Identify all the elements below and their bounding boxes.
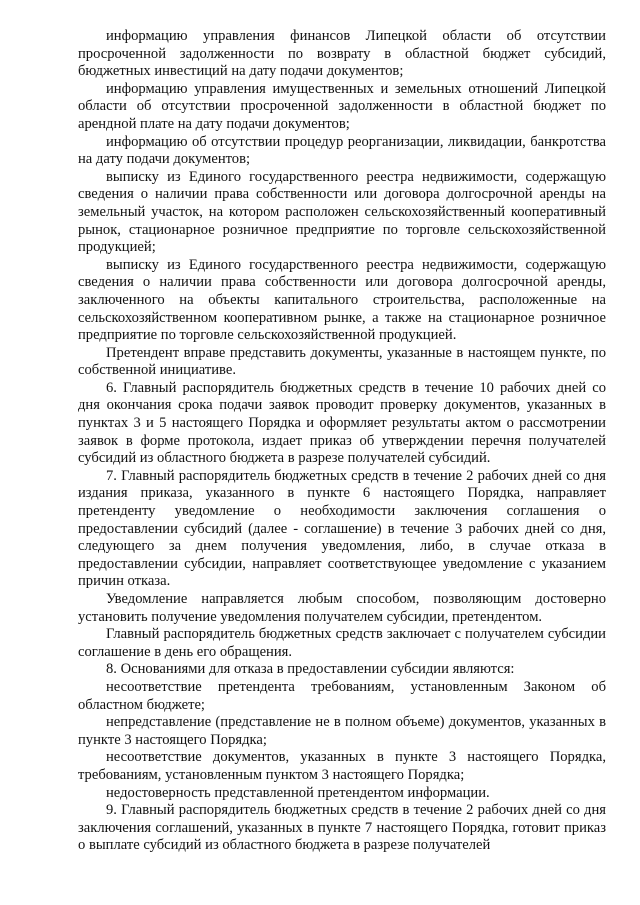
paragraph-item-6: 6. Главный распорядитель бюджетных средств в течение 10 рабочих дней со дня окончания срока подачи заявок проводит проверку документов, указанных в пунктах 3 и 5 настоящего Порядка и оформляет результаты актом о рассмотрении заявок в форме протокола, издает приказ об утверждении перечня получателей субсидий из областного бюджета в разрезе получателей субсидий. [78, 379, 606, 467]
paragraph-item-8: 8. Основаниями для отказа в предоставлении субсидии являются: [106, 661, 515, 678]
paragraph-own-initiative: Претендент вправе представить документы, указанные в настоящем пункте, по собственной инициативе. [78, 344, 606, 379]
paragraph-agreement: Главный распорядитель бюджетных средств заключает с получателем субсидии соглашение в день его обращения. [78, 626, 606, 660]
paragraph-info-finance: информацию управления финансов Липецкой области об отсутствии просроченной задолженности по возврату в областной бюджет субсидий, бюджетных инвестиций на дату подачи документов; [78, 28, 606, 80]
paragraph-notification: Уведомление направляется любым способом, позволяющим достоверно установить получение уведомления получателем субсидии, претендентом. [78, 591, 606, 625]
paragraph-registry-extract-buildings: выписку из Единого государственного реестра недвижимости, содержащую сведения о наличии права собственности или договора долгосрочной аренды, заключенного на объекты капитального строительства, расположенные на сельскохозяйственном кооперативном рынке, а также на стационарное розничное предприятие по торговле сельскохозяйственной продукцией. [78, 256, 606, 344]
paragraph-item-7: 7. Главный распорядитель бюджетных средств в течение 2 рабочих дней со дня издания приказа, указанного в пункте 6 настоящего Порядка, направляет претенденту уведомление о необходимости заключения соглашения о предоставлении субсидий (далее - соглашение) в течение 3 рабочих дней со дня, следующего за днем получения уведомления, либо, в случае отказа в предоставлении субсидии, направляет соответствующее уведомление с указанием причин отказа. [78, 467, 606, 590]
paragraph-refusal-nonsubmission: непредставление (представление не в полном объеме) документов, указанных в пункте 3 настоящего Порядка; [78, 714, 606, 748]
paragraph-info-property: информацию управления имущественных и земельных отношений Липецкой области об отсутствии просроченной задолженности в областной бюджет по арендной плате на дату подачи документов; [78, 80, 606, 132]
document-page [78, 28, 606, 855]
paragraph-info-reorganization: информацию об отсутствии процедур реорганизации, ликвидации, банкротства на дату подачи документов; [78, 133, 606, 168]
paragraph-item-9: 9. Главный распорядитель бюджетных средств в течение 2 рабочих дней со дня заключения соглашений, указанных в пункте 7 настоящего Порядка, готовит приказ о выплате субсидий из областного бюджета в разрезе получателей [78, 802, 606, 854]
paragraph-registry-extract-land: выписку из Единого государственного реестра недвижимости, содержащую сведения о наличии права собственности или договора долгосрочной аренды на земельный участок, на котором расположен сельскохозяйственный кооперативный рынок, стационарное розничное предприятие по торговле сельскохозяйственной продукцией; [78, 168, 606, 256]
paragraph-refusal-requirements: несоответствие претендента требованиям, установленным Законом об областном бюджете; [78, 678, 606, 713]
paragraph-refusal-inaccuracy: недостоверность представленной претендентом информации. [106, 784, 490, 801]
paragraph-refusal-noncompliance: несоответствие документов, указанных в пункте 3 настоящего Порядка, требованиям, установленным пунктом 3 настоящего Порядка; [78, 749, 606, 783]
